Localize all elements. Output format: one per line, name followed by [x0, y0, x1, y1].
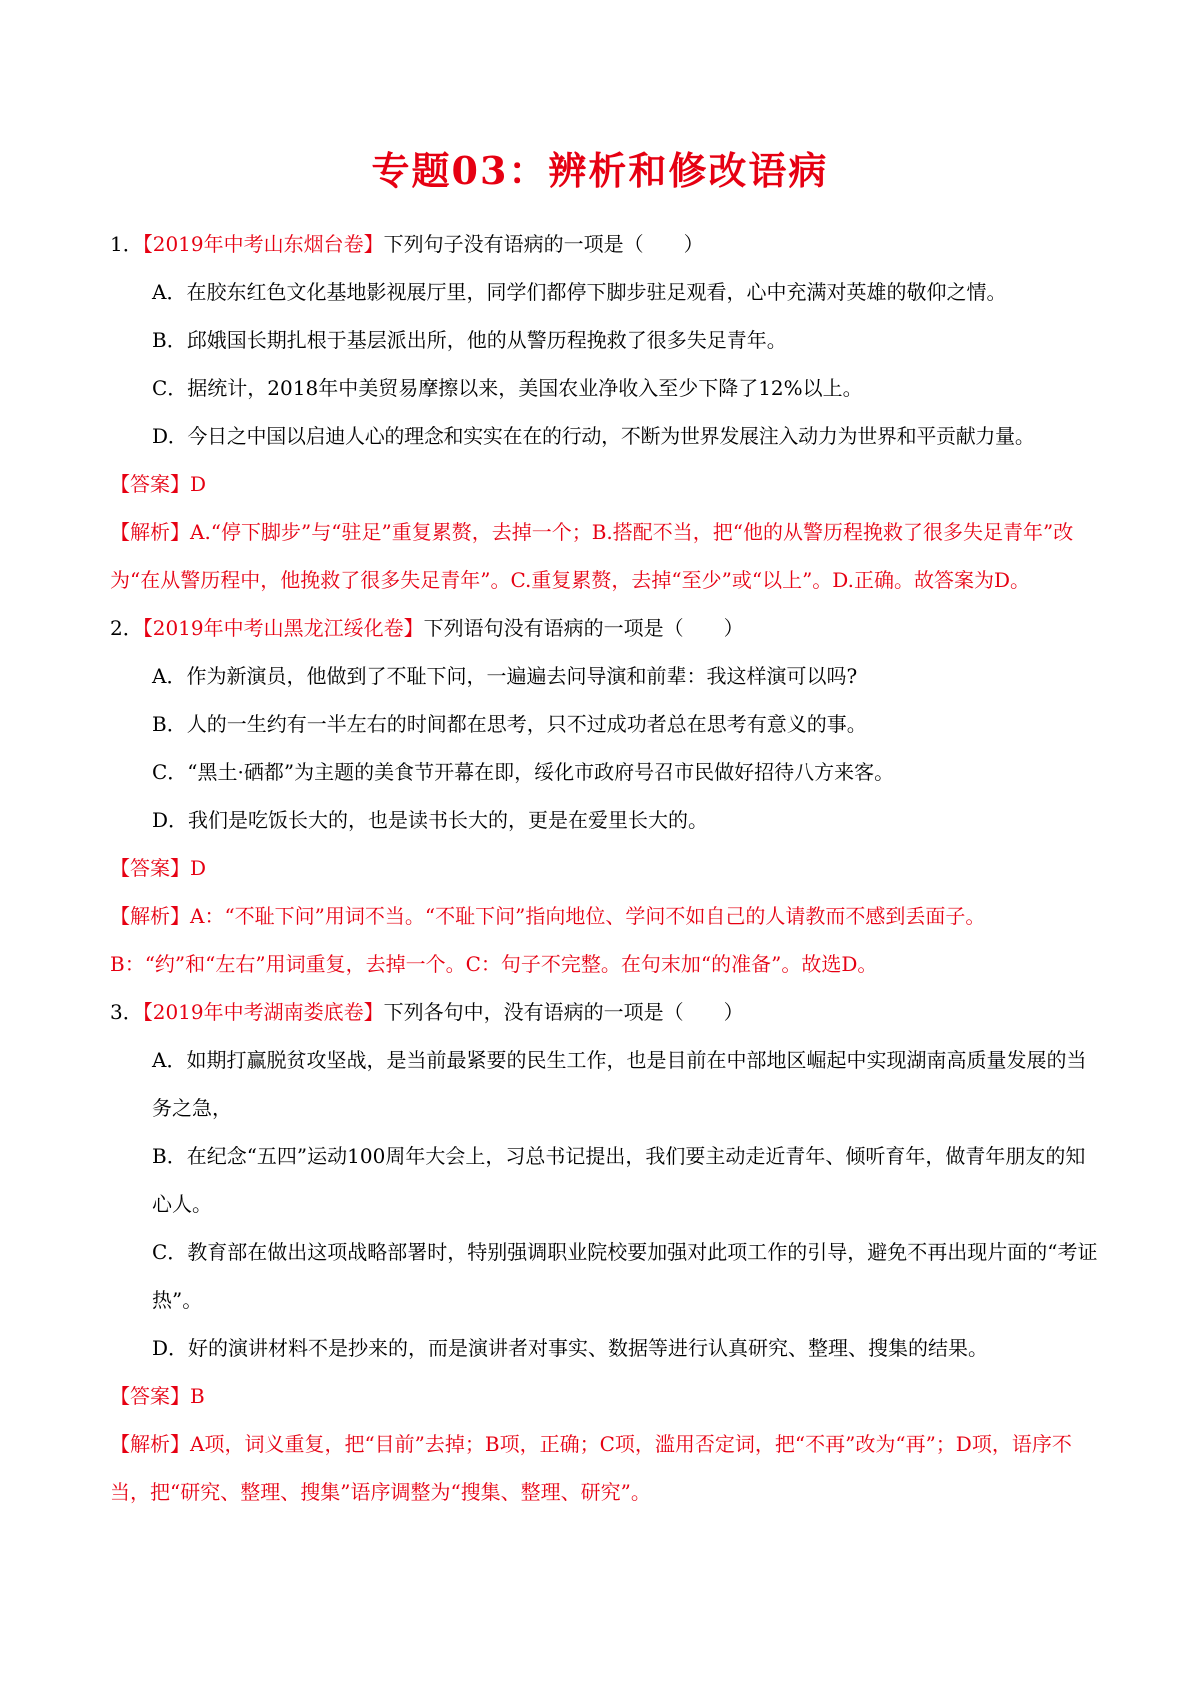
analysis: 【解析】A：“不耻下问”用词不当。“不耻下问”指向地位、学问不如自己的人请教而不感到丢面子。B：“约”和“左右”用词重复，去掉一个。C：句子不完整。在句末加“的准备”。故选D。	[110, 904, 986, 976]
option-c: C．“黑土·硒都”为主题的美食节开幕在即，绥化市政府号召市民做好招待八方来客。	[152, 760, 895, 784]
answer: 【答案】D	[110, 856, 207, 880]
analysis: 【解析】A.“停下脚步”与“驻足”重复累赘，去掉一个；B.搭配不当，把“他的从警历程挽救了很多失足青年”改为“在从警历程中，他挽救了很多失足青年”。C.重复累赘，去掉“至少”或“以上”。D.正确。故答案为D。	[110, 520, 1074, 592]
option-d: D．我们是吃饭长大的，也是读书长大的，更是在爱里长大的。	[152, 808, 709, 832]
option-a: A．在胶东红色文化基地影视展厅里，同学们都停下脚步驻足观看，心中充满对英雄的敬仰之情。	[152, 280, 1007, 304]
option-a: A．作为新演员，他做到了不耻下问，一遍遍去问导演和前辈：我这样演可以吗?	[152, 664, 858, 688]
option-b: B．邱娥国长期扎根于基层派出所，他的从警历程挽救了很多失足青年。	[152, 328, 787, 352]
page-title: 专题03：辨析和修改语病	[371, 148, 829, 193]
option-d: D．好的演讲材料不是抄来的，而是演讲者对事实、数据等进行认真研究、整理、搜集的结果。	[152, 1336, 989, 1360]
question-number: 1．	[110, 232, 143, 256]
question-text: 下列语句没有语病的一项是（ ）	[423, 616, 744, 640]
question-text: 下列句子没有语病的一项是（ ）	[383, 232, 704, 256]
question-source: 【2019年中考山黑龙江绥化卷】	[142, 616, 424, 640]
option-b: B．在纪念“五四”运动100周年大会上，习总书记提出，我们要主动走近青年、倾听育年，做青年朋友的知心人。	[152, 1144, 1086, 1216]
option-d: D．今日之中国以启迪人心的理念和实实在在的行动，不断为世界发展注入动力为世界和平贡献力量。	[152, 424, 1035, 448]
option-b: B．人的一生约有一半左右的时间都在思考，只不过成功者总在思考有意义的事。	[152, 712, 867, 736]
question-list	[110, 220, 1100, 1516]
option-c: C．据统计，2018年中美贸易摩擦以来，美国农业净收入至少下降了12%以上。	[152, 376, 863, 400]
question-source: 【2019年中考湖南娄底卷】	[142, 1000, 384, 1024]
question-2-stem	[110, 604, 1100, 652]
question-source: 【2019年中考山东烟台卷】	[142, 232, 384, 256]
question-number: 2．	[110, 616, 143, 640]
question-3-stem	[110, 988, 1100, 1036]
answer: 【答案】D	[110, 472, 207, 496]
option-c: C．教育部在做出这项战略部署时，特别强调职业院校要加强对此项工作的引导，避免不再出现片面的“考证热”。	[152, 1240, 1098, 1312]
analysis: 【解析】A项，词义重复，把“目前”去掉；B项，正确；C项，滥用否定词，把“不再”改为“再”；D项，语序不当，把“研究、整理、搜集”语序调整为“搜集、整理、研究”。	[110, 1432, 1072, 1504]
question-1-stem	[110, 220, 1100, 268]
option-a: A．如期打赢脱贫攻坚战，是当前最紧要的民生工作，也是目前在中部地区崛起中实现湖南高质量发展的当务之急，	[152, 1048, 1087, 1120]
answer: 【答案】B	[110, 1384, 205, 1408]
question-text: 下列各句中，没有语病的一项是（ ）	[383, 1000, 744, 1024]
question-number: 3．	[110, 1000, 143, 1024]
